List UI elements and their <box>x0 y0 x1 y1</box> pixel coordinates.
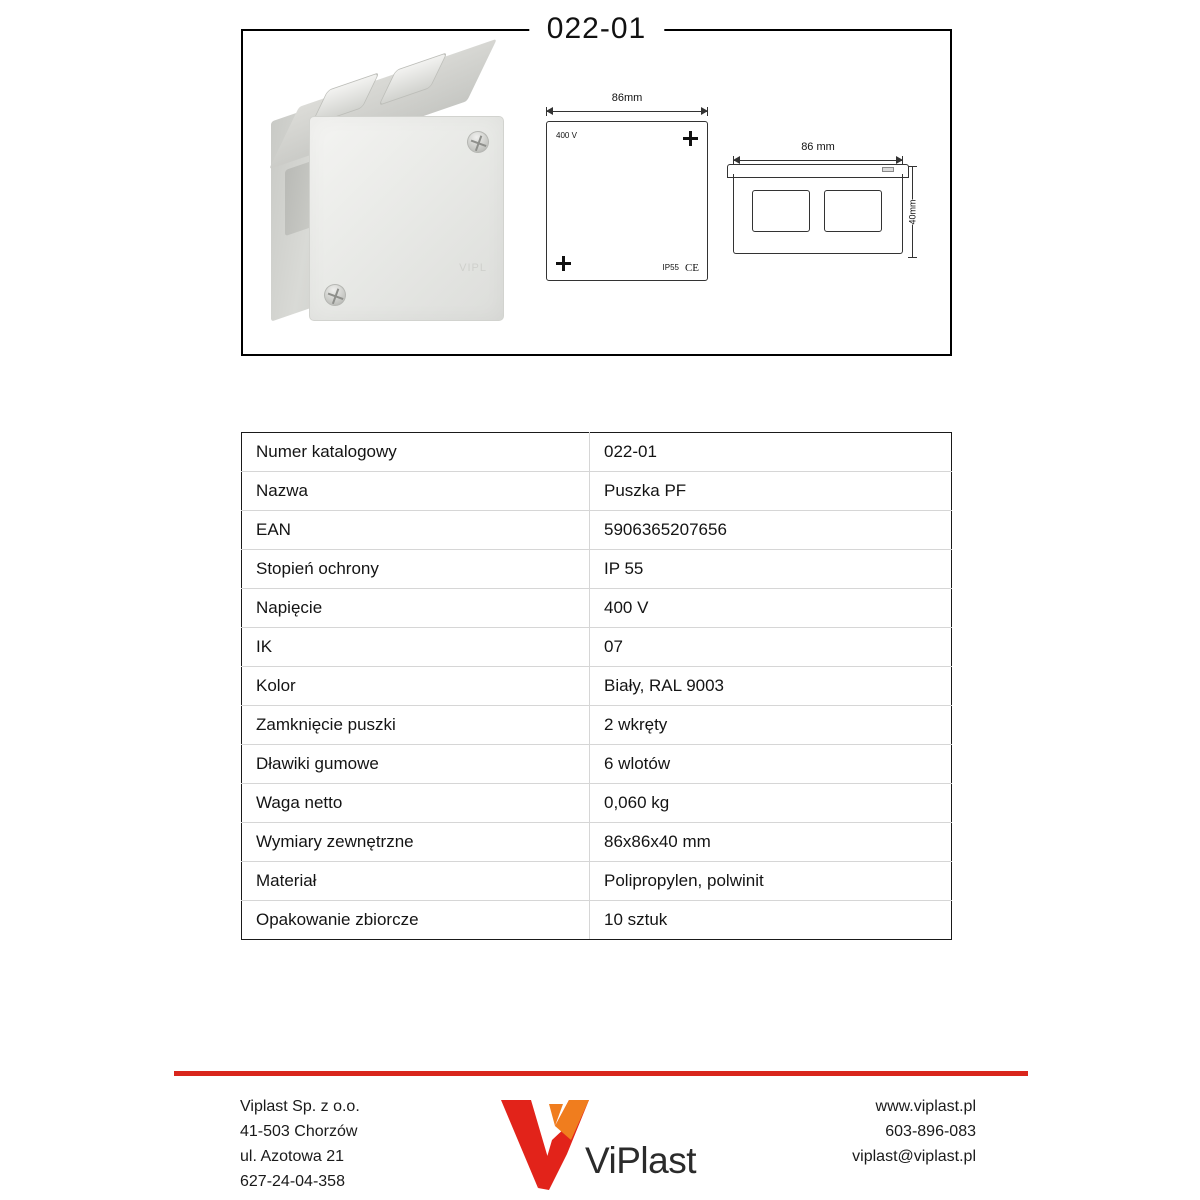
dimension-line <box>546 111 708 112</box>
page-title: 022-01 <box>529 12 664 46</box>
company-contact <box>852 1094 976 1169</box>
front-view-outline <box>546 121 708 281</box>
dimension-arrow-left <box>546 107 553 115</box>
side-height-dimension <box>900 166 926 258</box>
side-view-body <box>733 174 903 254</box>
contact-phone[interactable]: 603-896-083 <box>885 1123 976 1140</box>
table-row <box>242 667 952 706</box>
spec-value: 6 wlotów <box>590 745 952 784</box>
ce-mark-icon: CE <box>684 262 699 274</box>
table-row <box>242 511 952 550</box>
address-line: Viplast Sp. z o.o. <box>240 1098 360 1115</box>
dimension-arrow-right <box>701 107 708 115</box>
photo-screw-top-right <box>464 128 492 156</box>
footer-divider <box>174 1071 1028 1076</box>
spec-key: Opakowanie zbiorcze <box>242 901 590 940</box>
spec-key: Dławiki gumowe <box>242 745 590 784</box>
specification-table-body <box>242 433 952 940</box>
spec-value: IP 55 <box>590 550 952 589</box>
photo-box-front <box>309 116 504 321</box>
table-row <box>242 589 952 628</box>
spec-value: 10 sztuk <box>590 901 952 940</box>
front-width-dimension <box>546 93 708 119</box>
company-address <box>240 1094 360 1194</box>
spec-value: 5906365207656 <box>590 511 952 550</box>
front-width-label: 86mm <box>608 92 647 104</box>
product-panel <box>241 12 952 356</box>
screw-cross-top-right-icon <box>683 131 698 146</box>
address-line: 627-24-04-358 <box>240 1173 345 1190</box>
spec-value: 2 wkręty <box>590 706 952 745</box>
side-view-hole-right <box>824 190 882 232</box>
dimension-line <box>733 160 903 161</box>
spec-value: 022-01 <box>590 433 952 472</box>
dimension-arrow-right <box>896 156 903 164</box>
spec-value: Biały, RAL 9003 <box>590 667 952 706</box>
side-width-label: 86 mm <box>797 141 839 153</box>
table-row <box>242 745 952 784</box>
footer <box>0 1086 1200 1200</box>
side-height-label: 40mm <box>907 199 918 225</box>
table-row <box>242 550 952 589</box>
spec-key: Napięcie <box>242 589 590 628</box>
table-row <box>242 901 952 940</box>
table-row <box>242 784 952 823</box>
screw-cross-bottom-left-icon <box>556 256 571 271</box>
viplast-logo-icon <box>497 1096 592 1192</box>
address-line: ul. Azotowa 21 <box>240 1148 345 1165</box>
dimension-arrow-left <box>733 156 740 164</box>
spec-key: EAN <box>242 511 590 550</box>
side-view-hole-left <box>752 190 810 232</box>
contact-website[interactable]: www.viplast.pl <box>875 1098 976 1115</box>
spec-value: 07 <box>590 628 952 667</box>
product-photo <box>261 56 541 341</box>
table-row <box>242 472 952 511</box>
photo-screw-bottom-left <box>321 281 349 309</box>
table-row <box>242 628 952 667</box>
spec-key: Kolor <box>242 667 590 706</box>
spec-key: Wymiary zewnętrzne <box>242 823 590 862</box>
photo-embossed-logo: VIPL <box>459 262 487 274</box>
spec-key: Materiał <box>242 862 590 901</box>
spec-value: Polipropylen, polwinit <box>590 862 952 901</box>
table-row <box>242 862 952 901</box>
side-view-latch <box>882 167 894 172</box>
spec-key: Stopień ochrony <box>242 550 590 589</box>
side-view-drawing <box>723 136 938 296</box>
address-line: 41-503 Chorzów <box>240 1123 358 1140</box>
contact-email[interactable]: viplast@viplast.pl <box>852 1148 976 1165</box>
front-ip-label: IP55 <box>662 263 679 272</box>
spec-key: IK <box>242 628 590 667</box>
brand-name: ViPlast <box>585 1140 696 1181</box>
spec-value: Puszka PF <box>590 472 952 511</box>
spec-value: 400 V <box>590 589 952 628</box>
front-voltage-label: 400 V <box>556 131 577 140</box>
specification-table <box>241 432 952 940</box>
spec-key: Nazwa <box>242 472 590 511</box>
table-row <box>242 433 952 472</box>
spec-key: Numer katalogowy <box>242 433 590 472</box>
spec-value: 0,060 kg <box>590 784 952 823</box>
spec-key: Waga netto <box>242 784 590 823</box>
brand-logo <box>497 1096 712 1196</box>
spec-value: 86x86x40 mm <box>590 823 952 862</box>
front-view-drawing <box>538 81 728 341</box>
table-row <box>242 706 952 745</box>
spec-key: Zamknięcie puszki <box>242 706 590 745</box>
table-row <box>242 823 952 862</box>
